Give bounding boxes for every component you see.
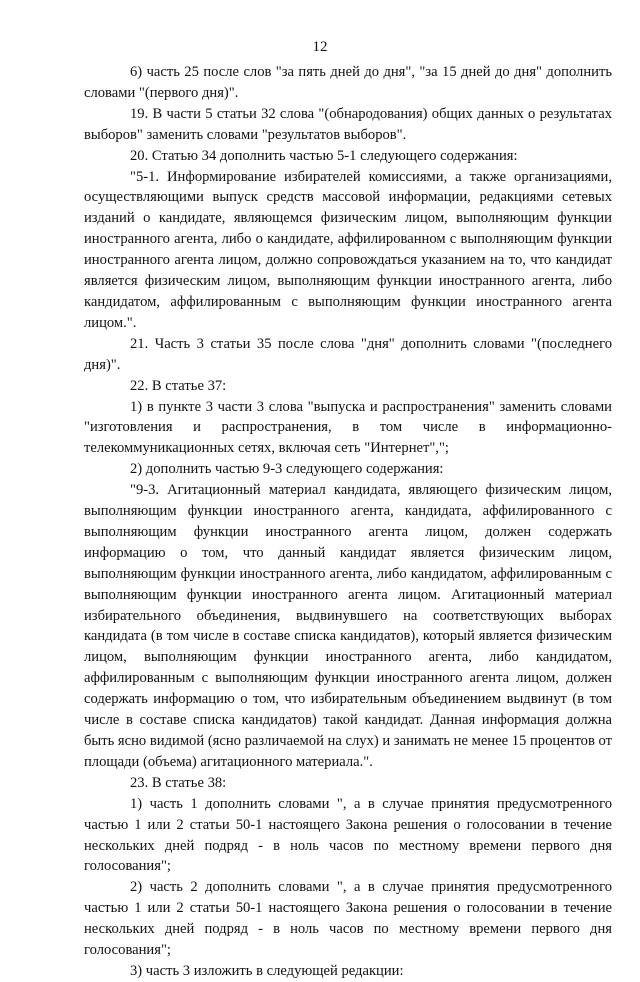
paragraph-22-item-1: 1) в пункте 3 части 3 слова "выпуска и распространения" заменить словами "изготовления и распространения, в том числе в информационно-телекоммуникационных сетях, включая сеть "Интернет","; (84, 398, 612, 457)
paragraph-23-item-3: 3) часть 3 изложить в следующей редакции: (130, 962, 404, 979)
paragraph-23-item-1: 1) часть 1 дополнить словами ", а в случае принятия предусмотренного частью 1 или 2 статьи 50-1 настоящего Закона решения о голосовании в течение нескольких дней подряд - в ноль часов по местному времени первого дня голосования"; (84, 795, 612, 875)
paragraph-item-6-part-25: 6) часть 25 после слов "за пять дней до дня", "за 15 дней до дня" дополнить словами "(первого дня)". (84, 64, 612, 101)
paragraph-19: 19. В части 5 статьи 32 слова "(обнародования) общих данных о результатах выборов" заменить словами "результатов выборов". (84, 105, 612, 143)
paragraph-20-quote-5-1: "5-1. Информирование избирателей комиссиями, а также организациями, осуществляющими выпуск средств массовой информации, редакциями сетевых изданий о кандидате, являющемся физическим лицом, выполняющим функции иностранного агента, либо о кандидате, аффилированном с выполняющим функции иностранного агента лицом, должно сопровождаться указанием на то, что кандидат является физическим лицом, выполняющим функции иностранного агента, либо кандидатом, аффилированным с выполняющим функции иностранного агента лицом.". (84, 168, 612, 331)
paragraph-21: 21. Часть 3 статьи 35 после слова "дня" дополнить словами "(последнего дня)". (84, 335, 612, 373)
paragraph-22-quote-9-3: "9-3. Агитационный материал кандидата, являющего физическим лицом, выполняющим функции иностранного агента, кандидата, аффилированного с выполняющим функции иностранного агента лицом, должен содержать информацию о том, что данный кандидат является физическим лицом, выполняющим функции иностранного агента, либо кандидатом, аффилированным с выполняющим функции иностранного агента лицом. Агитационный материал избирательного объединения, выдвинувшего на соответствующих выборах кандидата (в том числе в составе списка кандидатов), который является физическим лицом, выполняющим функции иностранного агента, либо кандидатом, аффилированным с выполняющим функции иностранного агента лицом, должен содержать информацию о том, что избирательным объединением выдвинут (в том числе в составе списка кандидатов) такой кандидат. Данная информация должна быть ясно видимой (ясно различаемой на слух) и занимать не менее 15 процентов от площади (объема) агитационного материала.". (84, 482, 612, 770)
paragraph-22: 22. В статье 37: (130, 377, 227, 394)
document-body (84, 62, 612, 982)
page-number: 12 (312, 39, 328, 55)
paragraph-22-item-2: 2) дополнить частью 9-3 следующего содержания: (130, 461, 444, 478)
paragraph-20: 20. Статью 34 дополнить частью 5-1 следующего содержания: (130, 147, 518, 164)
paragraph-23-item-2: 2) часть 2 дополнить словами ", а в случае принятия предусмотренного частью 1 или 2 статьи 50-1 настоящего Закона решения о голосовании в течение нескольких дней подряд - в ноль часов по местному времени первого дня голосования"; (84, 879, 612, 959)
paragraph-23: 23. В статье 38: (130, 774, 227, 791)
